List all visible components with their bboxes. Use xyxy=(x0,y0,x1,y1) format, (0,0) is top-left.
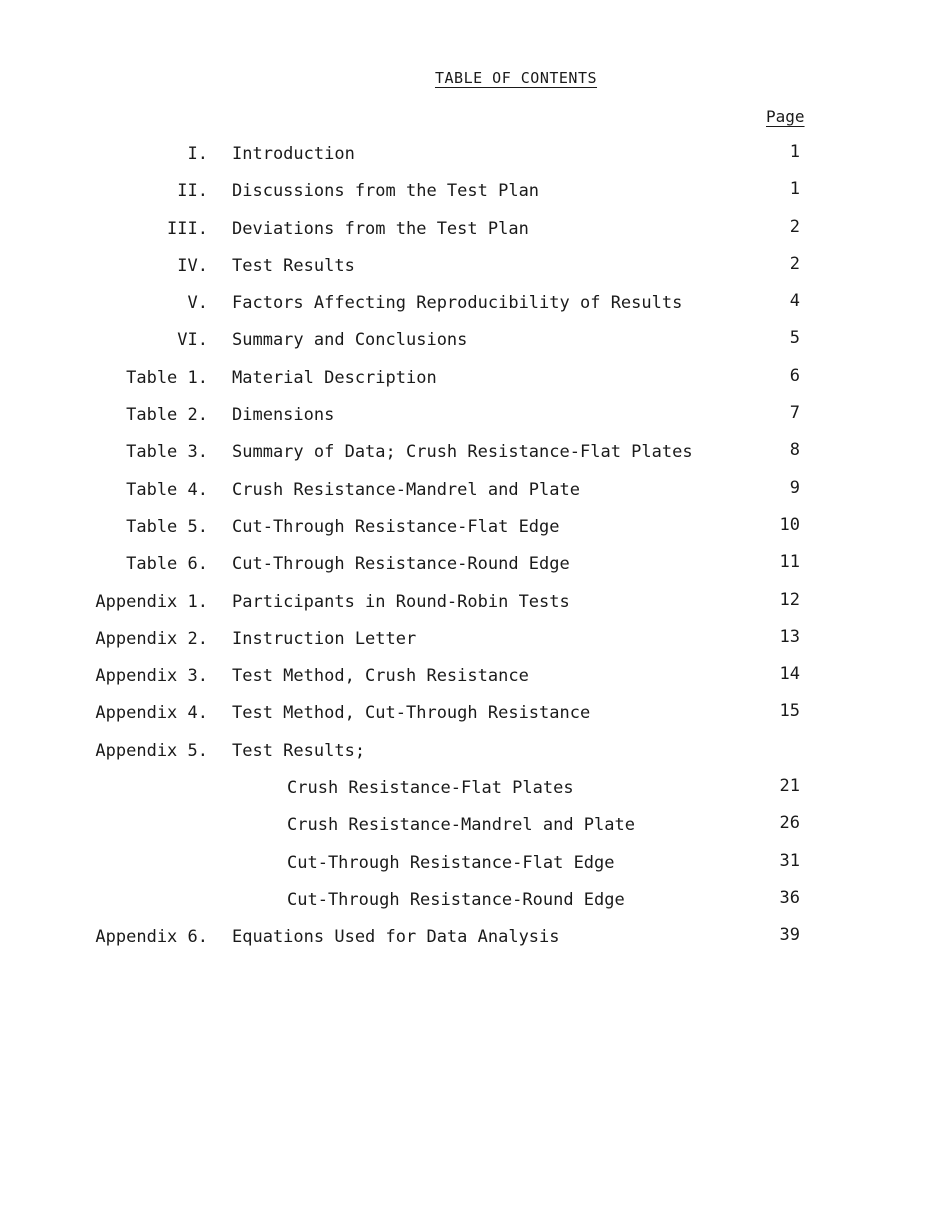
entry-page: 21 xyxy=(779,776,800,797)
toc-entry xyxy=(0,143,950,180)
toc-entry xyxy=(0,367,950,404)
entry-label: III. xyxy=(167,218,208,239)
toc-subentry xyxy=(0,777,950,814)
entry-title: Factors Affecting Reproducibility of Results xyxy=(232,293,683,314)
entry-page: 26 xyxy=(779,813,800,834)
entry-label: Table 4. xyxy=(126,479,208,500)
entry-title: Crush Resistance-Mandrel and Plate xyxy=(232,479,580,500)
entry-page: 36 xyxy=(779,887,800,908)
toc-title: TABLE OF CONTENTS xyxy=(434,69,598,87)
entry-title: Deviations from the Test Plan xyxy=(232,218,529,239)
toc-entry xyxy=(0,218,950,255)
entry-label: VI. xyxy=(177,330,208,351)
entry-title: Cut-Through Resistance-Round Edge xyxy=(232,554,570,575)
entry-page: 7 xyxy=(789,403,800,424)
entry-title: Test Method, Cut-Through Resistance xyxy=(232,703,591,724)
entry-label: Table 3. xyxy=(126,442,208,463)
entry-title: Summary and Conclusions xyxy=(232,330,468,351)
entry-label: Appendix 5. xyxy=(95,740,208,761)
entry-label: Appendix 1. xyxy=(95,591,208,612)
entry-label: Table 2. xyxy=(126,405,208,426)
toc-entry xyxy=(0,702,950,739)
entry-title: Equations Used for Data Analysis xyxy=(232,927,560,948)
entry-title: Cut-Through Resistance-Flat Edge xyxy=(287,852,615,873)
toc-entry xyxy=(0,591,950,628)
toc-entry xyxy=(0,292,950,329)
entry-title: Cut-Through Resistance-Flat Edge xyxy=(232,516,560,537)
entry-title: Dimensions xyxy=(232,405,335,426)
entry-page: 1 xyxy=(789,179,800,200)
toc-subentry xyxy=(0,852,950,889)
entry-title: Participants in Round-Robin Tests xyxy=(232,591,570,612)
toc-entry xyxy=(0,628,950,665)
toc-entry xyxy=(0,926,950,963)
entry-label: IV. xyxy=(177,255,208,276)
toc-entry xyxy=(0,665,950,702)
toc-subentry xyxy=(0,889,950,926)
toc-entry xyxy=(0,329,950,366)
entry-title: Introduction xyxy=(232,144,355,164)
entry-label: Appendix 4. xyxy=(95,703,208,724)
entry-label: V. xyxy=(187,293,208,314)
entry-title: Test Results xyxy=(232,255,355,276)
entry-label: Table 1. xyxy=(126,367,208,388)
entry-label: Table 6. xyxy=(126,554,208,575)
entry-label: Table 5. xyxy=(126,516,208,537)
entry-page: 9 xyxy=(789,477,800,498)
entry-title: Crush Resistance-Mandrel and Plate xyxy=(287,815,635,836)
entry-title: Test Results; xyxy=(232,740,366,761)
entry-title: Material Description xyxy=(232,367,437,388)
entry-page: 39 xyxy=(779,925,800,946)
page-column-header: Page xyxy=(766,107,805,126)
entry-label: I. xyxy=(187,144,208,164)
toc-entry xyxy=(0,441,950,478)
entry-page: 15 xyxy=(779,701,800,722)
entry-label: Appendix 6. xyxy=(95,927,208,948)
entry-page: 2 xyxy=(789,216,800,237)
toc-subentry xyxy=(0,814,950,851)
entry-page: 14 xyxy=(779,664,800,685)
entry-page: 31 xyxy=(779,850,800,871)
entry-page: 2 xyxy=(789,253,800,274)
toc-entry xyxy=(0,255,950,292)
entry-page: 8 xyxy=(789,440,800,461)
entry-page: 6 xyxy=(789,365,800,386)
entry-page: 11 xyxy=(779,552,800,573)
entry-label: Appendix 3. xyxy=(95,666,208,687)
entry-title: Cut-Through Resistance-Round Edge xyxy=(287,889,625,910)
toc-entry xyxy=(0,516,950,553)
entry-label: Appendix 2. xyxy=(95,628,208,649)
entry-page: 13 xyxy=(779,626,800,647)
entry-title: Test Method, Crush Resistance xyxy=(232,666,529,687)
entry-title: Instruction Letter xyxy=(232,628,417,649)
toc-entry xyxy=(0,740,950,777)
toc-entry xyxy=(0,479,950,516)
entry-title: Crush Resistance-Flat Plates xyxy=(287,778,574,799)
toc-entry xyxy=(0,180,950,217)
entry-page: 12 xyxy=(779,589,800,610)
toc-entry xyxy=(0,553,950,590)
entry-label: II. xyxy=(177,181,208,202)
toc-entries xyxy=(0,143,950,964)
entry-page: 1 xyxy=(789,142,800,162)
entry-page: 4 xyxy=(789,291,800,312)
entry-page: 10 xyxy=(779,514,800,535)
entry-title: Discussions from the Test Plan xyxy=(232,181,540,202)
toc-entry xyxy=(0,404,950,441)
entry-page: 5 xyxy=(789,328,800,349)
entry-title: Summary of Data; Crush Resistance-Flat Plates xyxy=(232,442,693,463)
